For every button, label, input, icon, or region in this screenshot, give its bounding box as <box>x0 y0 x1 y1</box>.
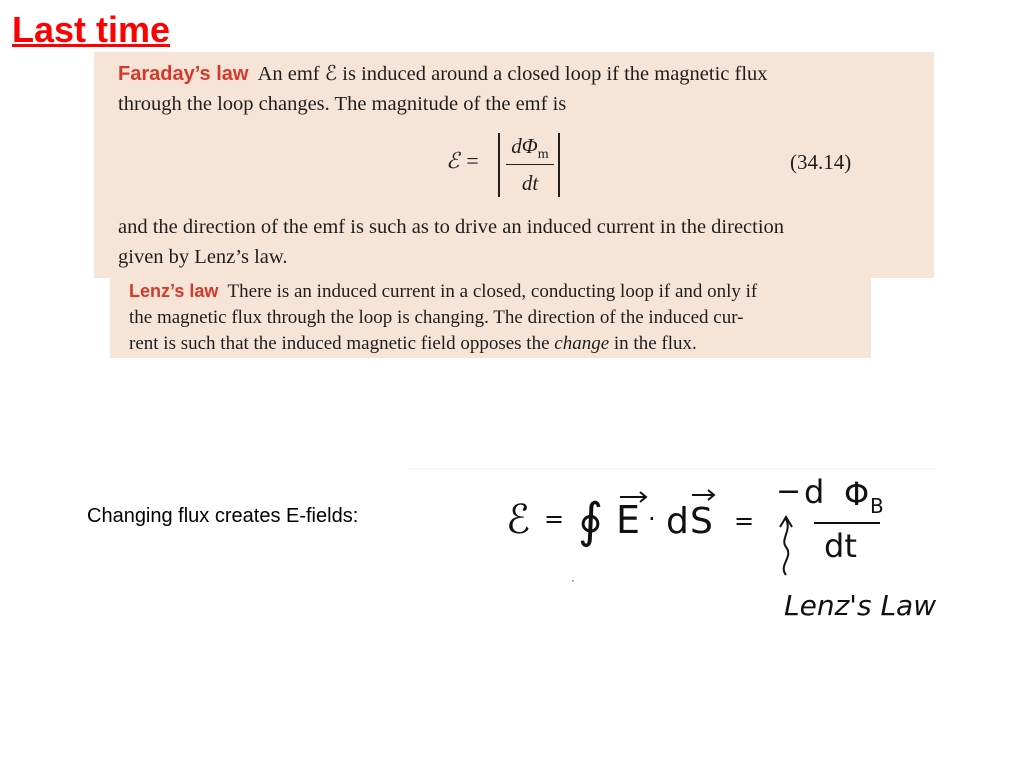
fraction-line <box>506 164 554 165</box>
equation-fraction <box>504 130 556 199</box>
hw-phi: Φ <box>844 475 870 513</box>
equation-number: (34.14) <box>790 150 852 174</box>
hw-pointer-arrow <box>780 517 792 575</box>
lenz-italic-change: change <box>554 333 610 354</box>
hw-phi-subscript: B <box>870 494 884 518</box>
caption-text: Changing flux creates E-fields: <box>87 505 359 527</box>
slide-title: Last time <box>12 9 171 50</box>
lenz-text-1: There is an induced current in a closed, conducting loop if and only if <box>227 281 758 302</box>
faraday-law-box <box>94 52 934 278</box>
hw-dt: dt <box>824 527 857 565</box>
faraday-equation <box>94 130 934 200</box>
hw-integral: ∮ <box>578 493 604 549</box>
hw-lenz-note: Lenz's Law <box>784 589 936 622</box>
faraday-text-3: and the direction of the emf is such as to drive an induced current in the direction <box>118 216 785 238</box>
faraday-text-1: An emf ℰ is induced around a closed loop if the magnetic flux <box>257 63 768 85</box>
handwritten-equation <box>408 465 936 635</box>
hw-dot: · <box>648 505 656 533</box>
hw-stray-dot <box>572 580 574 582</box>
hw-d-numerator: d <box>804 473 825 511</box>
lenz-text-2: the magnetic flux through the loop is changing. The direction of the induced cur- <box>129 307 744 328</box>
hw-equals-2: = <box>734 507 755 535</box>
hw-epsilon: ℰ <box>506 497 531 543</box>
hw-equals-1: = <box>544 505 565 533</box>
hw-d: d <box>666 501 689 542</box>
lenz-line-3: rent is such that the induced magnetic field opposes the change in the flux. <box>129 333 697 354</box>
equation-lhs: ℰ = <box>446 148 480 173</box>
faraday-law-name: Faraday’s law <box>118 63 249 85</box>
faraday-text-2: through the loop changes. The magnitude of the emf is <box>118 93 567 115</box>
lenz-law-box <box>110 278 871 358</box>
lenz-line-1 <box>129 278 757 305</box>
hw-s-vector: S <box>690 501 713 542</box>
faraday-line-1 <box>118 59 768 89</box>
equation-denominator: dt <box>521 171 539 195</box>
faraday-text-4: given by Lenz’s law. <box>118 246 288 268</box>
abs-bar-left <box>498 133 500 197</box>
hw-s-arrow <box>692 490 714 500</box>
equation-numerator: $d\Phi_m$ <box>511 134 549 163</box>
abs-bar-right <box>558 133 560 197</box>
lenz-law-name: Lenz’s law <box>129 281 219 301</box>
hw-e-vector: E <box>616 498 641 542</box>
hw-minus: − <box>776 474 802 509</box>
